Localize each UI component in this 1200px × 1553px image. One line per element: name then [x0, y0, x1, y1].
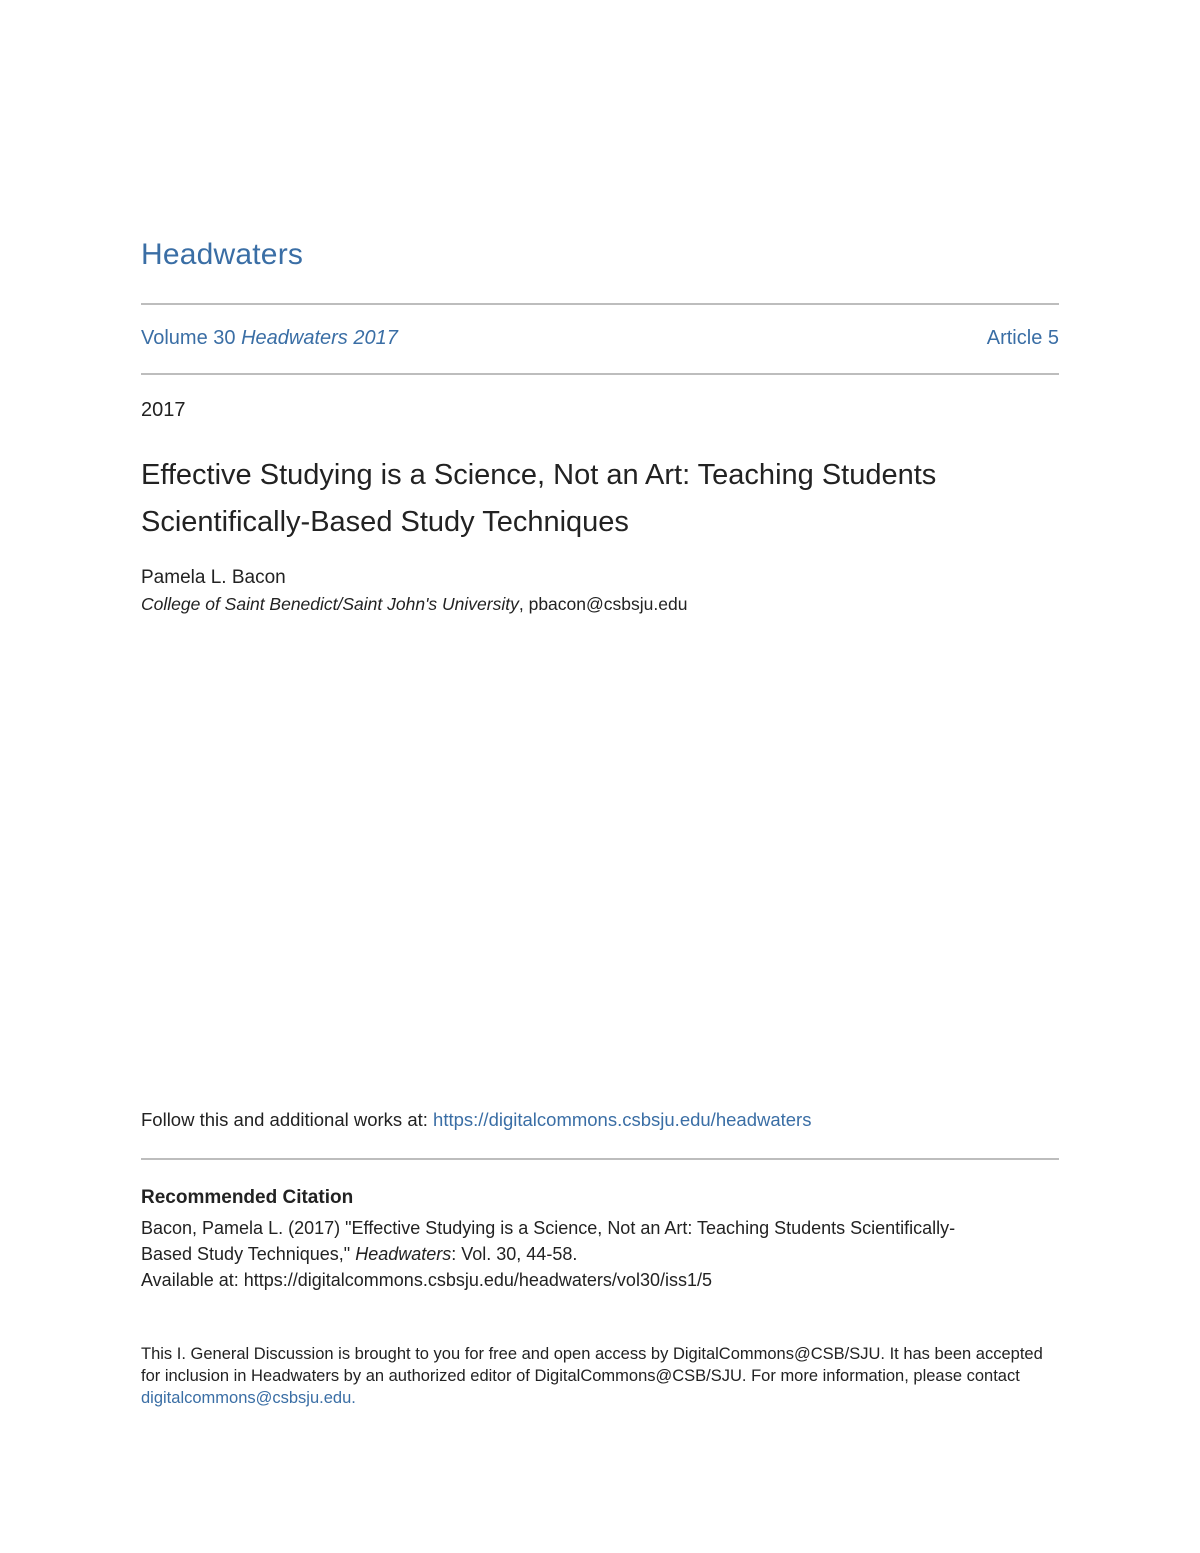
volume-link[interactable]: Volume 30	[141, 327, 236, 349]
notice-end: .	[351, 1389, 356, 1407]
follow-divider	[141, 1158, 1059, 1160]
access-notice	[141, 1343, 1059, 1409]
repository-link[interactable]: https://digitalcommons.csbsju.edu/headwaters	[433, 1109, 812, 1130]
citation-line-2-prefix: Based Study Techniques,"	[141, 1244, 356, 1264]
follow-works	[141, 1109, 811, 1131]
journal-title-link[interactable]: Headwaters	[141, 238, 304, 271]
notice-text: This I. General Discussion is brought to you for free and open access by DigitalCommons@CSB/SJU. It has been accepted for inclusion in Headwaters by an authorized editor of DigitalCommons@CSB/SJU. For more information, please contact	[141, 1345, 1043, 1385]
article-number[interactable]: Article 5	[986, 327, 1059, 349]
issue-info	[141, 327, 398, 350]
issue-line	[141, 327, 1059, 350]
citation-line-2	[141, 1241, 1059, 1267]
citation-line-1: Bacon, Pamela L. (2017) "Effective Studying is a Science, Not an Art: Teaching Students Scientifically-	[141, 1218, 956, 1238]
issue-divider	[141, 373, 1059, 375]
affiliation-name: College of Saint Benedict/Saint John's University	[141, 594, 519, 614]
author-affiliation	[141, 594, 687, 615]
author-name: Pamela L. Bacon	[141, 567, 286, 588]
issue-link[interactable]: Headwaters 2017	[241, 327, 398, 349]
recommended-citation	[141, 1215, 1059, 1293]
citation-journal: Headwaters	[355, 1244, 452, 1264]
author-email: , pbacon@csbsju.edu	[518, 594, 688, 614]
recommended-citation-heading: Recommended Citation	[141, 1187, 354, 1208]
contact-email-link[interactable]: digitalcommons@csbsju.edu	[141, 1389, 352, 1407]
article-title-line-2: Scientifically-Based Study Techniques	[141, 506, 629, 538]
citation-line-2-suffix: : Vol. 30, 44-58.	[451, 1244, 578, 1264]
publication-year: 2017	[141, 399, 186, 421]
top-divider	[141, 303, 1059, 305]
article-title	[141, 452, 1061, 546]
article-title-line-1: Effective Studying is a Science, Not an Art: Teaching Students	[141, 459, 937, 491]
follow-prefix: Follow this and additional works at:	[141, 1109, 434, 1130]
citation-line-3: Available at: https://digitalcommons.csbsju.edu/headwaters/vol30/iss1/5	[141, 1270, 712, 1290]
